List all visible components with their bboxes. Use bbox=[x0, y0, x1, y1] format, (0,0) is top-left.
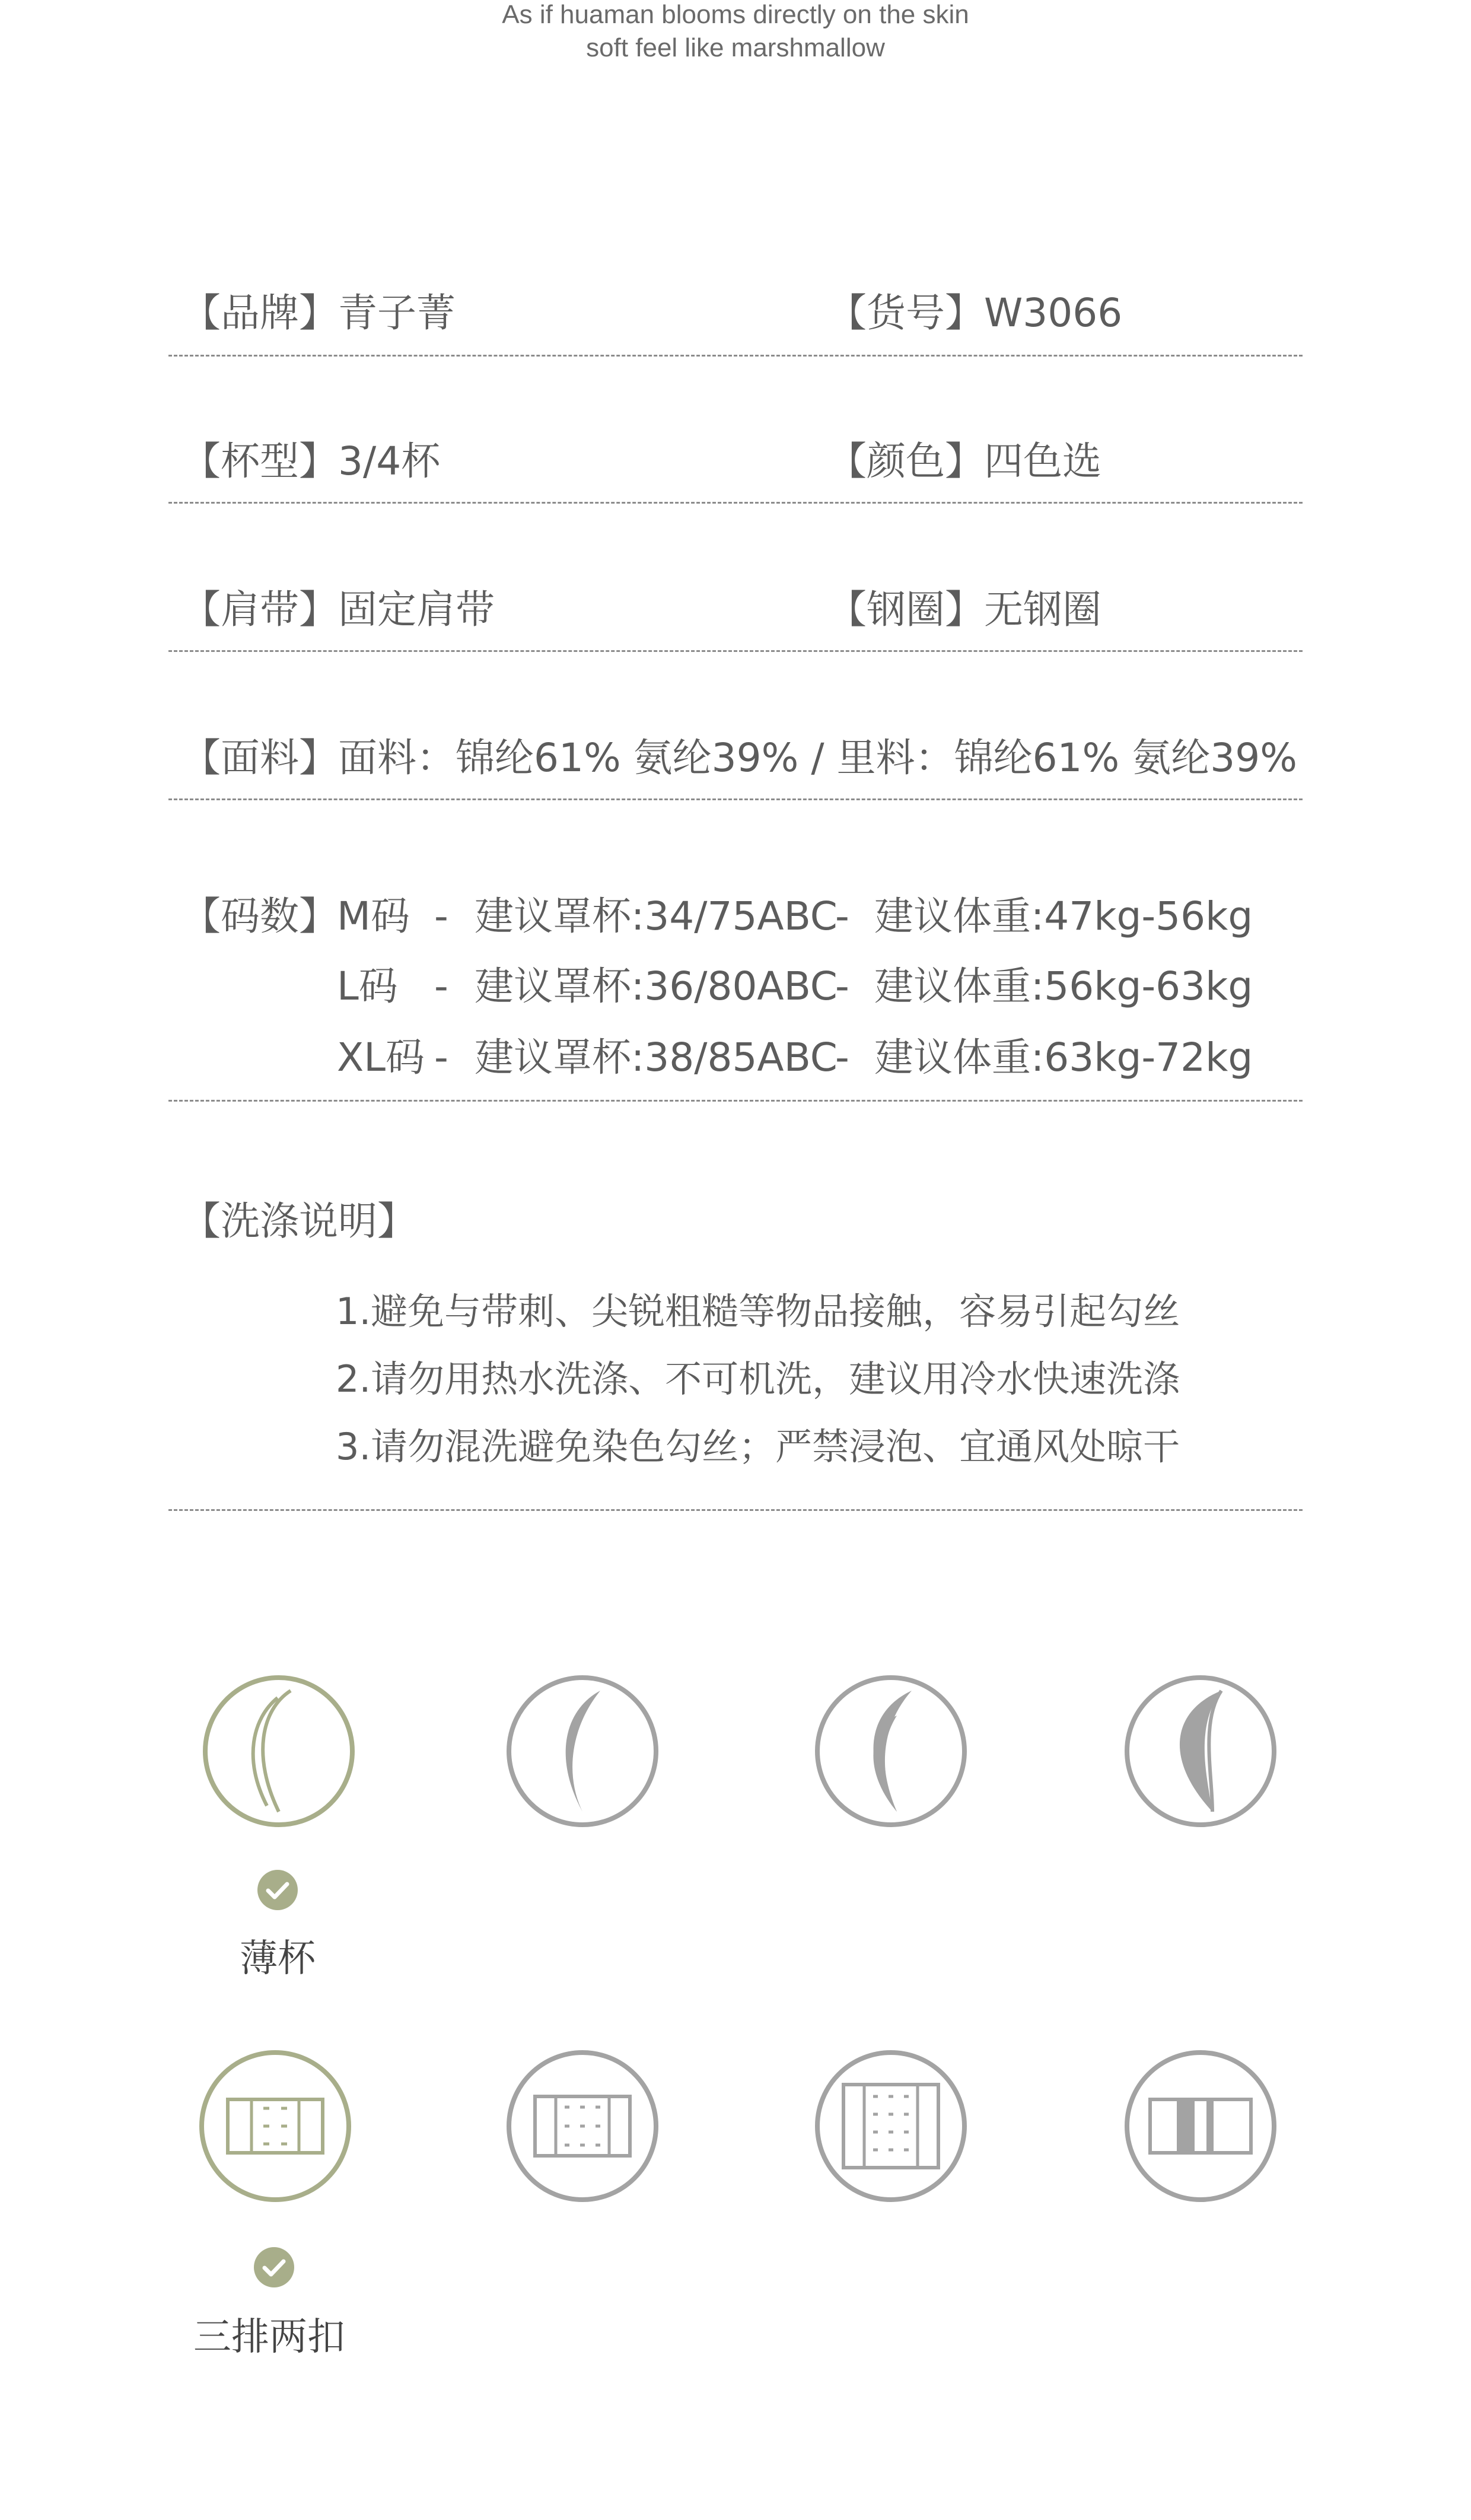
medium-cup-icon bbox=[505, 1674, 660, 1828]
size-dash: - bbox=[434, 963, 448, 1009]
washing-title: 【洗涤说明】 bbox=[182, 1198, 416, 1244]
spec-wire: 【钢圈】无钢圈 bbox=[827, 587, 1101, 632]
size-weight: 建议体重:47kg-56kg bbox=[874, 893, 1253, 939]
spec-brand: 【品牌】青子菁 bbox=[182, 290, 456, 336]
clasp-selected-label: 三排两扣 bbox=[193, 2315, 345, 2359]
size-cup: 建议罩杯:34/75ABC bbox=[475, 893, 838, 939]
divider bbox=[168, 1509, 1303, 1511]
washing-item: 3.请勿混洗避免染色勾丝；严禁浸泡、宜通风处晾干 bbox=[336, 1425, 1180, 1468]
divider bbox=[168, 355, 1303, 357]
sizes-label: 【码数】 bbox=[182, 893, 338, 939]
size-cup: 建议罩杯:38/85ABC bbox=[475, 1035, 838, 1080]
front-clasp-icon bbox=[1123, 2049, 1278, 2203]
size-weight: 建议体重:56kg-63kg bbox=[874, 963, 1253, 1009]
washing-item: 1.避免与带刺、尖锐粗糙等物品接触，容易引起勾丝 bbox=[336, 1290, 1180, 1333]
checkmark-icon bbox=[256, 1869, 299, 1911]
spec-fabric: 【面料】面料：锦纶61% 氨纶39% / 里料：锦纶61% 氨纶39% bbox=[182, 735, 1297, 781]
three-row-four-hook-icon bbox=[814, 2049, 968, 2203]
size-weight: 建议体重:63kg-72kg bbox=[874, 1035, 1253, 1080]
spec-color: 【颜色】四色选 bbox=[827, 438, 1101, 484]
size-dash: - bbox=[434, 893, 448, 939]
three-row-two-hook-icon bbox=[198, 2049, 352, 2203]
tagline-line-2: soft feel like marshmallow bbox=[586, 33, 885, 62]
spec-cup-type: 【杯型】3/4杯 bbox=[182, 438, 441, 484]
cup-selected-label: 薄杯 bbox=[240, 1937, 316, 1981]
size-name: XL码 bbox=[337, 1035, 425, 1080]
checkmark-icon bbox=[253, 2246, 295, 2289]
three-row-three-hook-icon bbox=[505, 2049, 660, 2203]
tagline-line-1: As if huaman blooms directly on the skin bbox=[502, 0, 969, 29]
size-dash: - bbox=[835, 1035, 849, 1080]
extra-thick-cup-icon bbox=[1123, 1674, 1278, 1828]
spec-item-no: 【货号】W3066 bbox=[827, 290, 1123, 336]
washing-item: 2.请勿用热水洗涤、不可机洗，建议用冷水快速洗涤 bbox=[336, 1357, 1180, 1401]
size-name: L码 bbox=[337, 963, 398, 1009]
size-dash: - bbox=[434, 1035, 448, 1080]
divider bbox=[168, 1100, 1303, 1102]
size-name: M码 bbox=[337, 893, 410, 939]
divider bbox=[168, 650, 1303, 652]
size-cup: 建议罩杯:36/80ABC bbox=[475, 963, 838, 1009]
divider bbox=[168, 798, 1303, 800]
size-dash: - bbox=[835, 893, 849, 939]
thick-cup-icon bbox=[814, 1674, 968, 1828]
divider bbox=[168, 502, 1303, 504]
size-dash: - bbox=[835, 963, 849, 1009]
thin-cup-icon bbox=[202, 1674, 356, 1828]
spec-strap: 【肩带】固定肩带 bbox=[182, 587, 495, 632]
